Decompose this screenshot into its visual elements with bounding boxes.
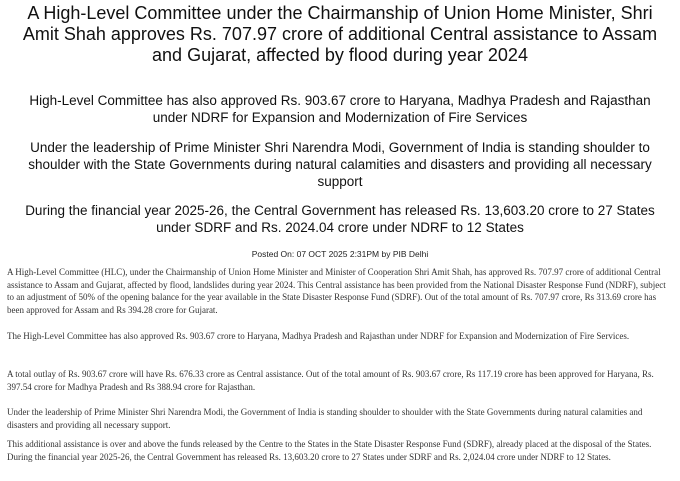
paragraph-fire-services: The High-Level Committee has also approved Rs. 903.67 crore to Haryana, Madhya Pradesh and Rajasthan under NDRF for Expansion and Modernization of Fire Services. xyxy=(7,331,630,341)
posted-on-line: Posted On: 07 OCT 2025 2:31PM by PIB Delhi xyxy=(251,249,429,259)
paragraph-additional-assistance: This additional assistance is over and above the funds released by the Centre to the States in the State Disaster Response Fund (SDRF), already placed at the disposal of the States. During the financial year 2025-26, the Central Government has released Rs. 13,603.20 crore to 27 States under SDRF and Rs. 2,024.04 crore under NDRF to 12 States. xyxy=(7,439,652,462)
subheading-leadership: Under the leadership of Prime Minister Shri Narendra Modi, Government of India is standing shoulder to shoulder with the State Governments during natural calamities and disasters and providing all necessary support xyxy=(28,140,652,189)
headline: A High-Level Committee under the Chairmanship of Union Home Minister, Shri Amit Shah approves Rs. 707.97 crore of additional Central assistance to Assam and Gujarat, affected by flood during year 2024 xyxy=(22,3,658,65)
subheading-fire-services: High-Level Committee has also approved Rs. 903.67 crore to Haryana, Madhya Pradesh and Rajasthan under NDRF for Expansion and Modernization of Fire Services xyxy=(29,93,651,125)
paragraph-outlay: A total outlay of Rs. 903.67 crore will have Rs. 676.33 crore as Central assistance. Out of the total amount of Rs. 903.67 crore, Rs 117.19 crore has been approved for Haryana, Rs. 397.54 crore for Madhya Pradesh and Rs 388.94 crore for Rajasthan. xyxy=(7,369,654,392)
paragraph-hlc-approval: A High-Level Committee (HLC), under the Chairmanship of Union Home Minister and Minister of Cooperation Shri Amit Shah, has approved Rs. 707.97 crore of additional Central assistance to Assam and Gujarat, affected by flood, landslides during year 2024. This Central assistance has been provided from the National Disaster Response Fund (NDRF), subject to an adjustment of 50% of the opening balance for the year available in the State Disaster Response Fund (SDRF). Out of the total amount of Rs. 707.97 crore, Rs 313.69 crore has been approved for Assam and Rs 394.28 crore for Gujarat. xyxy=(7,267,666,315)
paragraph-leadership: Under the leadership of Prime Minister Shri Narendra Modi, the Government of India is standing shoulder to shoulder with the State Governments during natural calamities and disasters and providing all necessary support. xyxy=(7,407,643,430)
subheading-fund-release: During the financial year 2025-26, the Central Government has released Rs. 13,603.20 crore to 27 States under SDRF and Rs. 2024.04 crore under NDRF to 12 States xyxy=(25,203,655,235)
